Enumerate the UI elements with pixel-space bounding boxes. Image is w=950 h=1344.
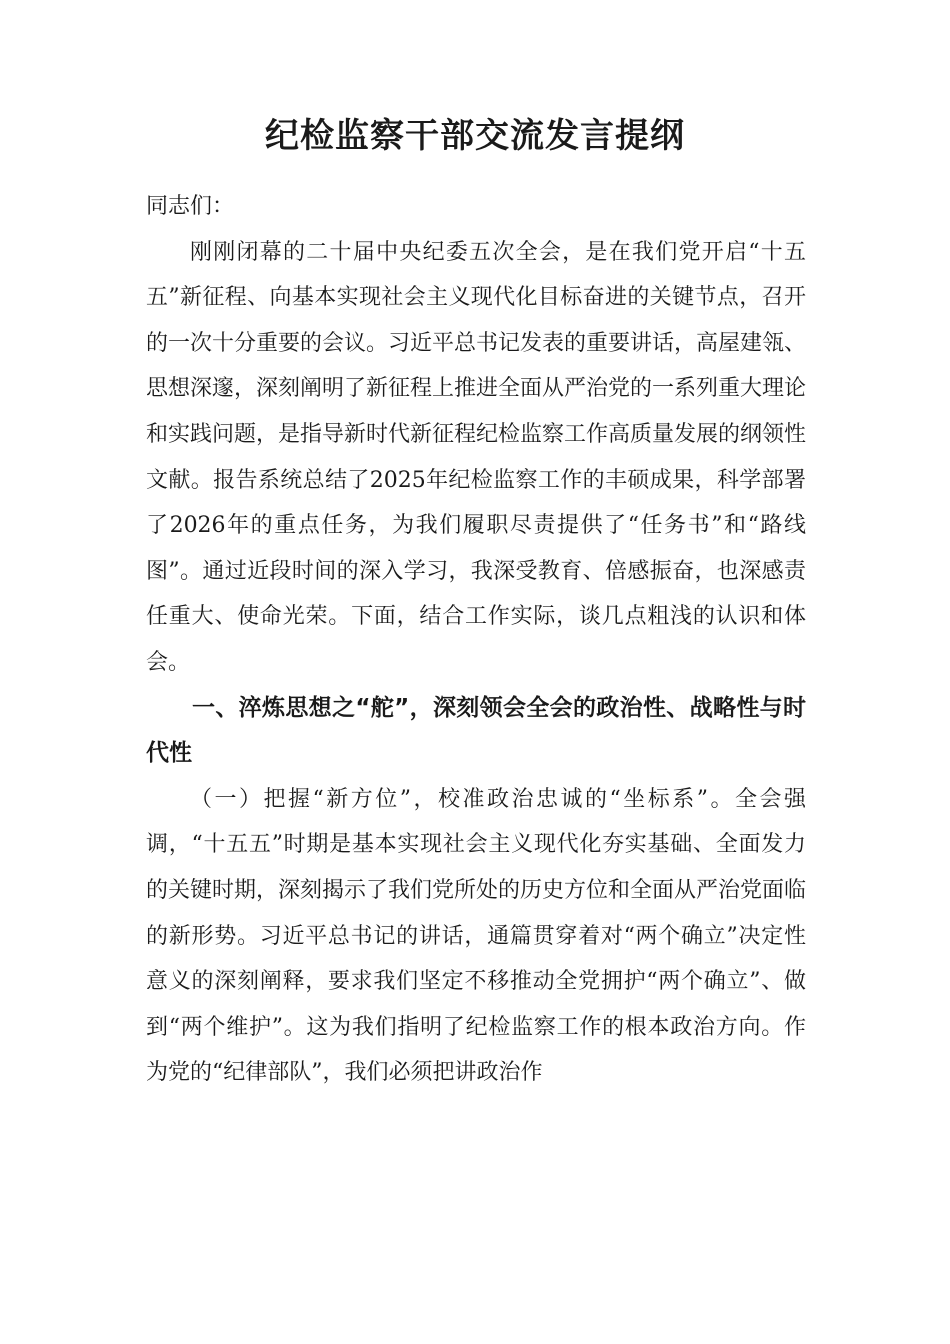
subsection-paragraph-1: （一）把握“新方位”，校准政治忠诚的“坐标系”。全会强调，“十五五”时期是基本实现社会主义现代化夯实基础、全面发力的关键时期，深刻揭示了我们党所处的历史方位和全面从严治党面临的新形势。习近平总书记的讲话，通篇贯穿着对“两个确立”决定性意义的深刻阐释，要求我们坚定不移推动全党拥护“两个确立”、做到“两个维护”。这为我们指明了纪检监察工作的根本政治方向。作为党的“纪律部队”，我们必须把讲政治作 <box>146 786 807 1086</box>
intro-paragraph: 刚刚闭幕的二十届中央纪委五次全会，是在我们党开启“十五五”新征程、向基本实现社会主义现代化目标奋进的关键节点，召开的一次十分重要的会议。习近平总书记发表的重要讲话，高屋建瓴、思想深邃，深刻阐明了新征程上推进全面从严治党的一系列重大理论和实践问题，是指导新时代新征程纪检监察工作高质量发展的纲领性文献。报告系统总结了2025年纪检监察工作的丰硕成果，科学部署了2026年的重点任务，为我们履职尽责提供了“任务书”和“路线图”。通过近段时间的深入学习，我深受教育、倍感振奋，也深感责任重大、使命光荣。下面，结合工作实际，谈几点粗浅的认识和体会。 <box>146 239 807 675</box>
document-title: 纪检监察干部交流发言提纲 <box>265 116 685 156</box>
salutation: 同志们： <box>146 194 235 219</box>
document-body <box>146 184 806 1096</box>
section-heading-1: 一、淬炼思想之“舵”，深刻领会全会的政治性、战略性与时代性 <box>146 694 806 767</box>
